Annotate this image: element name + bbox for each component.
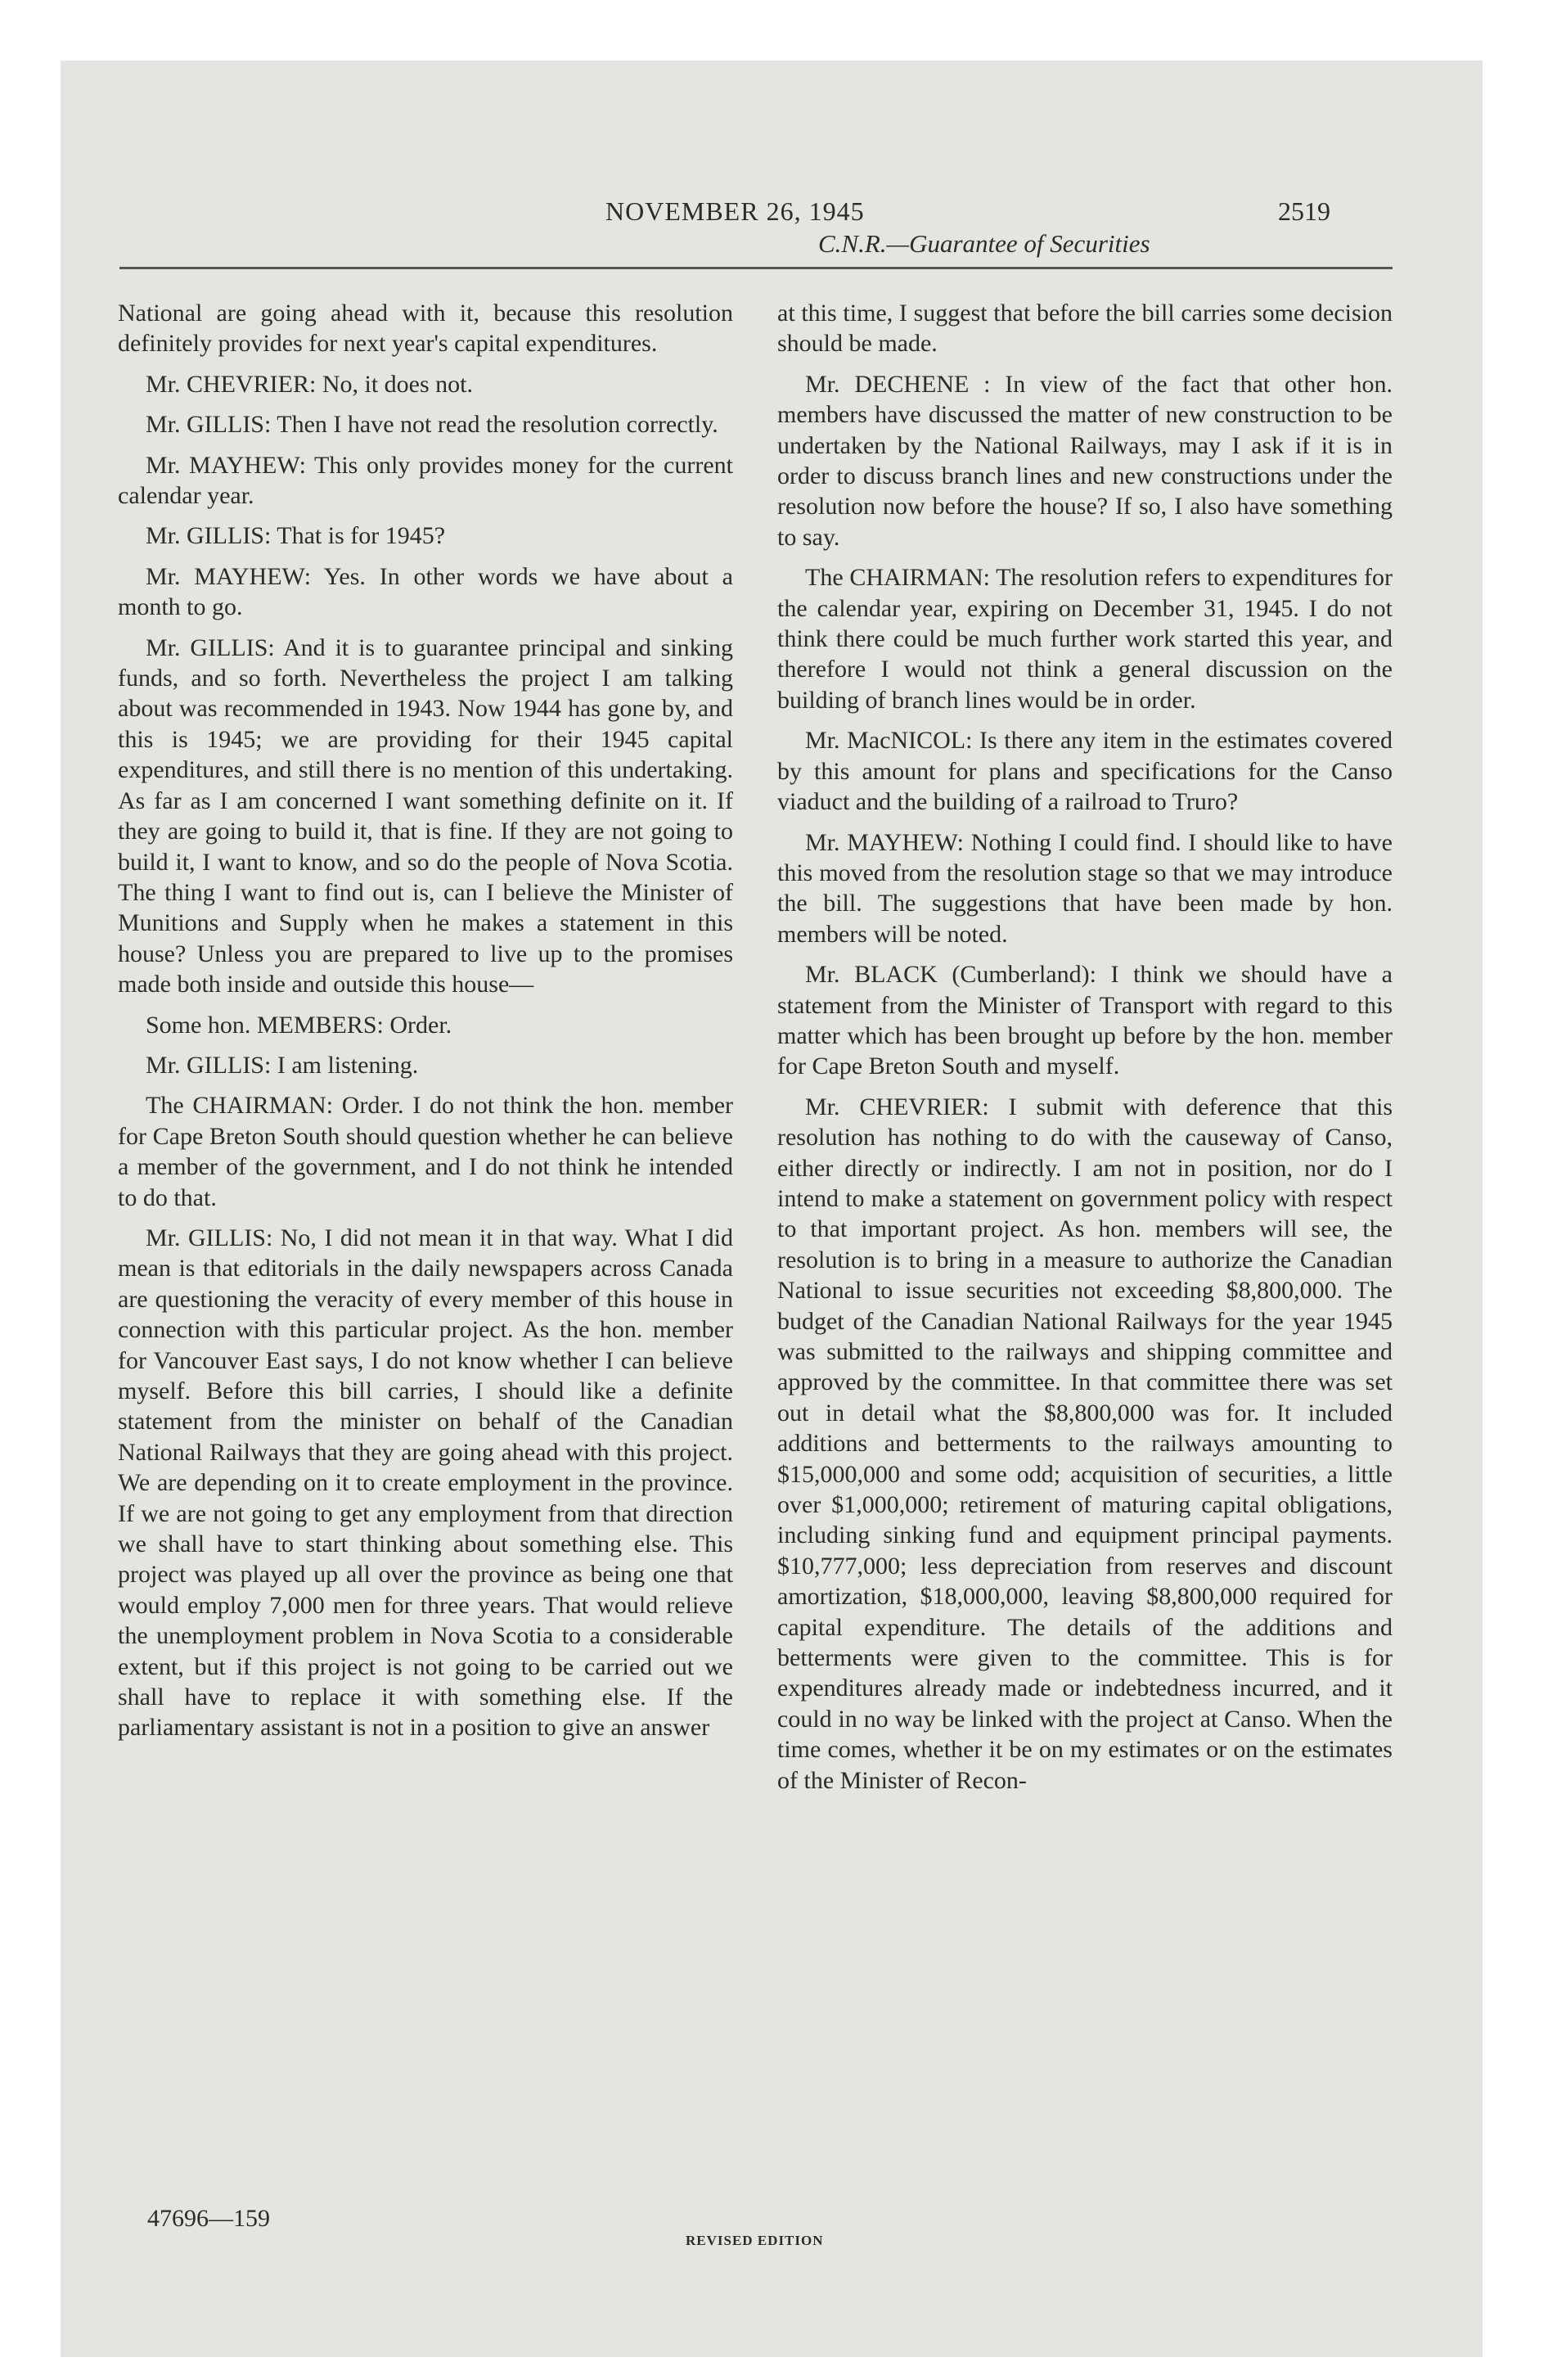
- paragraph: Mr. GILLIS: I am listening.: [146, 1051, 419, 1079]
- header-subject: C.N.R.—Guarantee of Securities: [818, 229, 1150, 258]
- paragraph: Mr. GILLIS: Then I have not read the resolution correctly.: [146, 411, 718, 439]
- paragraph: Mr. DECHENE : In view of the fact that other hon. members have discussed the matter of new construction to be undertaken by the National Railways, may I ask if it is in order to discuss branch lines and new constructions under the resolution now before the house? If so, I also have something to say.: [777, 370, 1393, 551]
- paragraph: Mr. GILLIS: And it is to guarantee principal and sinking funds, and so forth. Nevertheless the project I am talking about was recommended in 1943. Now 1944 has gone by, and this is 1945; we are providing for their 1945 capital expenditures, and still there is no mention of this undertaking. As far as I am concerned I want something definite on it. If they are going to build it, that is fine. If they are not going to build it, I want to know, and so do the people of Nova Scotia. The thing I want to find out is, can I believe the Minister of Munitions and Supply when he makes a statement in this house? Unless you are prepared to live up to the promises made both inside and outside this house—: [118, 633, 733, 998]
- paragraph: Mr. MAYHEW: This only provides money for the current calendar year.: [118, 451, 733, 510]
- header-rule: [119, 267, 1393, 269]
- right-column: [777, 298, 1393, 1805]
- paragraph: at this time, I suggest that before the bill carries some decision should be made.: [777, 300, 1393, 358]
- paragraph: Mr. BLACK (Cumberland): I think we should have a statement from the Minister of Transport with regard to this matter which has been brought up before by the hon. member for Cape Breton South and myself.: [777, 961, 1393, 1080]
- paragraph: National are going ahead with it, because this resolution definitely provides for next year's capital expenditures.: [118, 300, 733, 358]
- page-number: 2519: [1278, 196, 1330, 226]
- paragraph: Mr. MAYHEW: Nothing I could find. I should like to have this moved from the resolution stage so that we may introduce the bill. The suggestions that have been made by hon. members will be noted.: [777, 828, 1393, 948]
- paragraph: Mr. MAYHEW: Yes. In other words we have about a month to go.: [118, 562, 733, 621]
- paragraph: Some hon. MEMBERS: Order.: [146, 1011, 452, 1039]
- paragraph: The CHAIRMAN: Order. I do not think the hon. member for Cape Breton South should question whether he can believe a member of the government, and I do not think he intended to do that.: [118, 1092, 733, 1211]
- header-date: NOVEMBER 26, 1945: [605, 196, 865, 226]
- edition-label: REVISED EDITION: [686, 2233, 824, 2248]
- paragraph: Mr. GILLIS: No, I did not mean it in that way. What I did mean is that editorials in the daily newspapers across Canada are questioning the veracity of every member of this house in connection with this particular project. As the hon. member for Vancouver East says, I do not know whether I can believe myself. Before this bill carries, I should like a definite statement from the minister on behalf of the Canadian National Railways that they are going ahead with this project. We are depending on it to create employment in the province. If we are not going to get any employment from that direction we shall have to start thinking about something else. This project was played up all over the province as being one that would employ 7,000 men for three years. That would relieve the unemployment problem in Nova Scotia to a considerable extent, but if this project is not going to be carried out we shall have to replace it with something else. If the parliamentary assistant is not in a position to give an answer: [118, 1224, 733, 1742]
- left-column: [118, 298, 733, 1753]
- paragraph: Mr. GILLIS: That is for 1945?: [146, 522, 446, 550]
- paragraph: The CHAIRMAN: The resolution refers to expenditures for the calendar year, expiring on December 31, 1945. I do not think there could be much further work started this year, and therefore I would not think a general discussion on the building of branch lines would be in order.: [777, 564, 1393, 714]
- paragraph: Mr. MacNICOL: Is there any item in the estimates covered by this amount for plans and specifications for the Canso viaduct and the building of a railroad to Truro?: [777, 727, 1393, 816]
- paragraph: Mr. CHEVRIER: I submit with deference that this resolution has nothing to do with the causeway of Canso, either directly or indirectly. I am not in position, nor do I intend to make a statement on government policy with respect to that important project. As hon. members will see, the resolution is to bring in a measure to authorize the Canadian National to issue securities not exceeding $8,800,000. The budget of the Canadian National Railways for the year 1945 was submitted to the railways and shipping committee and approved by the committee. In that committee there was set out in detail what the $8,800,000 was for. It included additions and betterments to the railways amounting to $15,000,000 and some odd; acquisition of securities, a little over $1,000,000; retirement of maturing capital obligations, including sinking fund and equipment principal payments. $10,777,000; less depreciation from reserves and discount amortization, $18,000,000, leaving $8,800,000 required for capital expenditure. The details of the additions and betterments were given to the committee. This is for expenditures already made or indebtedness incurred, and it could in no way be linked with the project at Canso. When the time comes, whether it be on my estimates or on the estimates of the Minister of Recon-: [777, 1093, 1393, 1794]
- paragraph: Mr. CHEVRIER: No, it does not.: [146, 370, 474, 398]
- print-number: 47696—159: [147, 2205, 270, 2232]
